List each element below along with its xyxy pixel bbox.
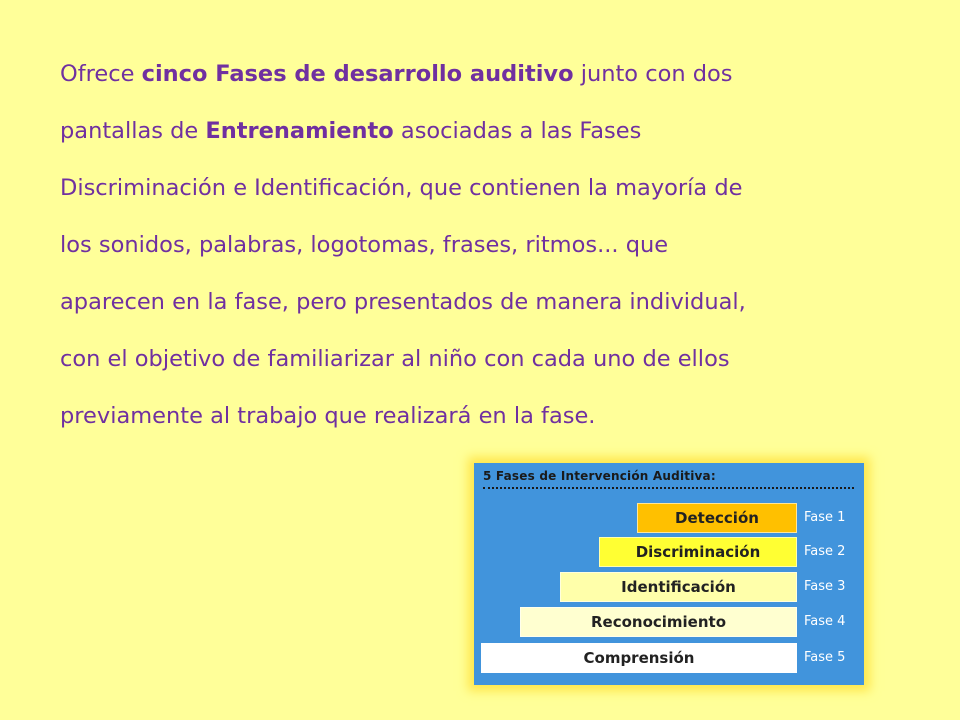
paragraph-line: con el objetivo de familiarizar al niño con cada uno de ellos [60, 346, 730, 372]
body-paragraph [60, 46, 880, 445]
phase-label-5: Fase 5 [804, 650, 846, 665]
phases-title: 5 Fases de Intervención Auditiva: [483, 469, 716, 483]
paragraph-line: Ofrece cinco Fases de desarrollo auditivo junto con dos [60, 61, 733, 87]
phase-label-3: Fase 3 [804, 579, 846, 594]
phase-label-1: Fase 1 [804, 510, 846, 525]
phase-label-2: Fase 2 [804, 544, 846, 559]
paragraph-line: aparecen en la fase, pero presentados de manera individual, [60, 289, 746, 315]
phase-bar-deteccion: Detección [637, 503, 797, 533]
phases-figure [474, 463, 864, 685]
emphasis-text: Entrenamiento [205, 118, 394, 144]
dotted-divider [483, 487, 854, 489]
paragraph-line: los sonidos, palabras, logotomas, frases, ritmos... que [60, 232, 669, 258]
phase-label-4: Fase 4 [804, 614, 846, 629]
phase-bar-comprension: Comprensión [481, 643, 797, 673]
phase-bar-identificacion: Identificación [560, 572, 797, 602]
paragraph-line: pantallas de Entrenamiento asociadas a las Fases [60, 118, 642, 144]
paragraph-line: previamente al trabajo que realizará en la fase. [60, 403, 596, 429]
phase-bar-reconocimiento: Reconocimiento [520, 607, 797, 637]
paragraph-line: Discriminación e Identificación, que contienen la mayoría de [60, 175, 743, 201]
phase-bar-discriminacion: Discriminación [599, 537, 797, 567]
emphasis-text: cinco Fases de desarrollo auditivo [141, 61, 574, 87]
